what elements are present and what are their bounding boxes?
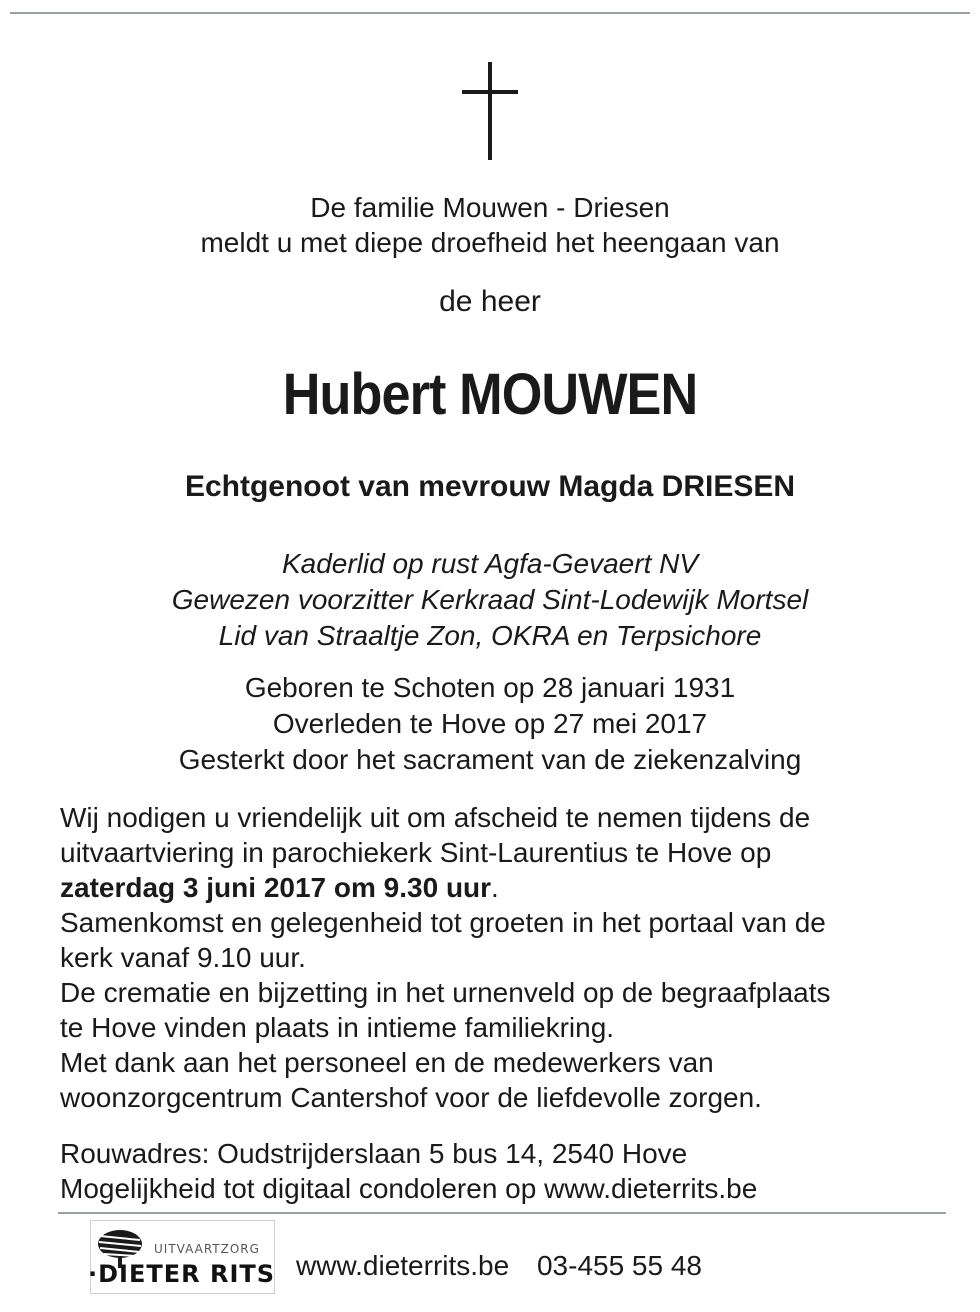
ceremony-text <box>60 800 940 1115</box>
website-link[interactable]: www.dieterrits.be <box>296 1250 510 1281</box>
role-item: Gewezen voorzitter Kerkraad Sint-Lodewijk Mortsel <box>171 584 809 615</box>
condolence-line: Mogelijkheid tot digitaal condoleren op www.dieterrits.be <box>60 1173 758 1204</box>
body-line: Wij nodigen u vriendelijk uit om afscheid te nemen tijdens de <box>60 802 811 833</box>
honorific: de heer <box>439 285 541 318</box>
top-border <box>10 12 970 14</box>
address-block <box>60 1136 940 1206</box>
birth-line: Geboren te Schoten op 28 januari 1931 <box>244 672 736 703</box>
role-item: Kaderlid op rust Agfa-Gevaert NV <box>281 548 699 579</box>
ceremony-date-line <box>60 870 940 905</box>
logo-subtitle: UITVAARTZORG <box>154 1242 260 1256</box>
ceremony-date: zaterdag 3 juni 2017 om 9.30 uur <box>60 872 492 903</box>
period: . <box>491 872 499 903</box>
body-line: te Hove vinden plaats in intieme familiekring. <box>60 1012 615 1043</box>
deceased-name: Hubert MOUWEN <box>282 362 698 427</box>
role-item: Lid van Straaltje Zon, OKRA en Terpsichore <box>218 620 762 651</box>
body-line: woonzorgcentrum Cantershof voor de liefdevolle zorgen. <box>60 1082 762 1113</box>
sacrament-line: Gesterkt door het sacrament van de ziekenzalving <box>178 744 802 775</box>
body-line: De crematie en bijzetting in het urnenveld op de begraafplaats <box>60 977 831 1008</box>
body-line: uitvaartviering in parochiekerk Sint-Laurentius te Hove op <box>60 837 772 868</box>
life-dates <box>0 670 980 778</box>
funeral-home-logo <box>80 1218 275 1298</box>
intro-text <box>0 190 980 260</box>
logo-name: ·DIETER RITS <box>88 1260 276 1288</box>
phone-number: 03-455 55 48 <box>536 1250 703 1281</box>
footer-divider <box>58 1212 946 1214</box>
spouse-line: Echtgenoot van mevrouw Magda DRIESEN <box>184 470 796 503</box>
footer-contact <box>296 1248 722 1284</box>
cross-icon <box>460 62 520 160</box>
body-line: Met dank aan het personeel en de medewerkers van <box>60 1047 714 1078</box>
death-line: Overleden te Hove op 27 mei 2017 <box>272 708 708 739</box>
body-line: kerk vanaf 9.10 uur. <box>60 942 306 973</box>
intro-line-1: De familie Mouwen - Driesen <box>310 192 670 223</box>
body-line: Samenkomst en gelegenheid tot groeten in het portaal van de <box>60 907 826 938</box>
intro-line-2: meldt u met diepe droefheid het heengaan van <box>200 227 780 258</box>
mourning-address: Rouwadres: Oudstrijderslaan 5 bus 14, 2540 Hove <box>60 1138 688 1169</box>
roles-list <box>0 546 980 654</box>
